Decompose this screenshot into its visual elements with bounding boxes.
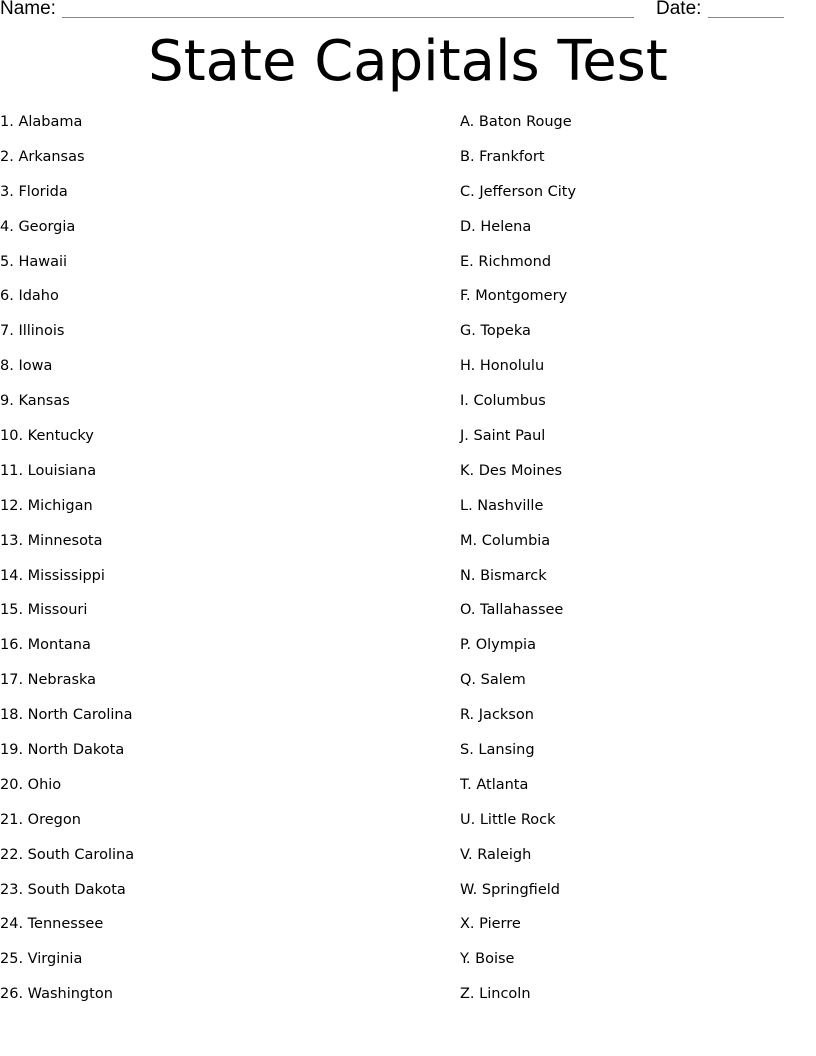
capital-item: L. Nashville: [460, 497, 544, 514]
capital-item: V. Raleigh: [460, 846, 532, 863]
header: [0, 0, 816, 24]
state-item: 11. Louisiana: [0, 462, 97, 479]
capital-item: X. Pierre: [460, 916, 521, 933]
capital-item: C. Jefferson City: [460, 183, 577, 200]
capital-item: Z. Lincoln: [460, 986, 531, 1003]
state-item: 18. North Carolina: [0, 707, 133, 724]
state-item: 21. Oregon: [0, 811, 81, 828]
state-item: 15. Missouri: [0, 602, 88, 619]
state-item: 17. Nebraska: [0, 672, 97, 689]
date-field-line[interactable]: [708, 17, 784, 18]
state-item: 7. Illinois: [0, 323, 65, 340]
name-label: Name:: [0, 0, 56, 19]
state-item: 2. Arkansas: [0, 148, 85, 165]
capital-item: N. Bismarck: [460, 567, 547, 584]
capital-item: H. Honolulu: [460, 358, 545, 375]
capital-item: A. Baton Rouge: [460, 114, 572, 130]
capitals-list: [460, 111, 576, 1018]
state-item: 19. North Dakota: [0, 742, 125, 759]
state-item: 20. Ohio: [0, 776, 62, 793]
capital-item: E. Richmond: [460, 253, 552, 270]
state-item: 4. Georgia: [0, 218, 76, 235]
capital-item: Q. Salem: [460, 672, 526, 689]
state-item: 23. South Dakota: [0, 881, 126, 898]
state-item: 25. Virginia: [0, 951, 83, 968]
date-label: Date:: [656, 0, 702, 19]
capital-item: K. Des Moines: [460, 462, 563, 479]
state-item: 6. Idaho: [0, 288, 59, 305]
capital-item: F. Montgomery: [460, 288, 568, 305]
state-item: 26. Washington: [0, 986, 113, 1003]
capital-item: I. Columbus: [460, 393, 546, 410]
capital-item: P. Olympia: [460, 637, 536, 654]
state-item: 16. Montana: [0, 637, 91, 654]
capital-item: T. Atlanta: [460, 776, 529, 793]
state-item: 8. Iowa: [0, 358, 53, 375]
capital-item: U. Little Rock: [460, 811, 556, 828]
capital-item: D. Helena: [460, 218, 532, 235]
state-item: 12. Michigan: [0, 497, 93, 514]
capital-item: O. Tallahassee: [460, 602, 564, 619]
capital-item: W. Springfield: [460, 881, 560, 898]
page-title: State Capitals Test: [148, 29, 668, 94]
capital-item: B. Frankfort: [460, 148, 545, 165]
state-item: 13. Minnesota: [0, 532, 103, 549]
state-item: 10. Kentucky: [0, 428, 94, 445]
capital-item: G. Topeka: [460, 323, 531, 340]
capital-item: Y. Boise: [460, 951, 515, 968]
state-item: 5. Hawaii: [0, 253, 68, 270]
state-item: 14. Mississippi: [0, 567, 105, 584]
state-item: 22. South Carolina: [0, 846, 135, 863]
name-field-line[interactable]: [62, 17, 634, 18]
capital-item: J. Saint Paul: [460, 428, 546, 445]
capital-item: M. Columbia: [460, 532, 551, 549]
states-list: [0, 111, 134, 1018]
state-item: 1. Alabama: [0, 114, 83, 130]
state-item: 9. Kansas: [0, 393, 70, 410]
capital-item: R. Jackson: [460, 707, 534, 724]
capital-item: S. Lansing: [460, 742, 535, 759]
state-item: 24. Tennessee: [0, 916, 104, 933]
state-item: 3. Florida: [0, 183, 68, 200]
